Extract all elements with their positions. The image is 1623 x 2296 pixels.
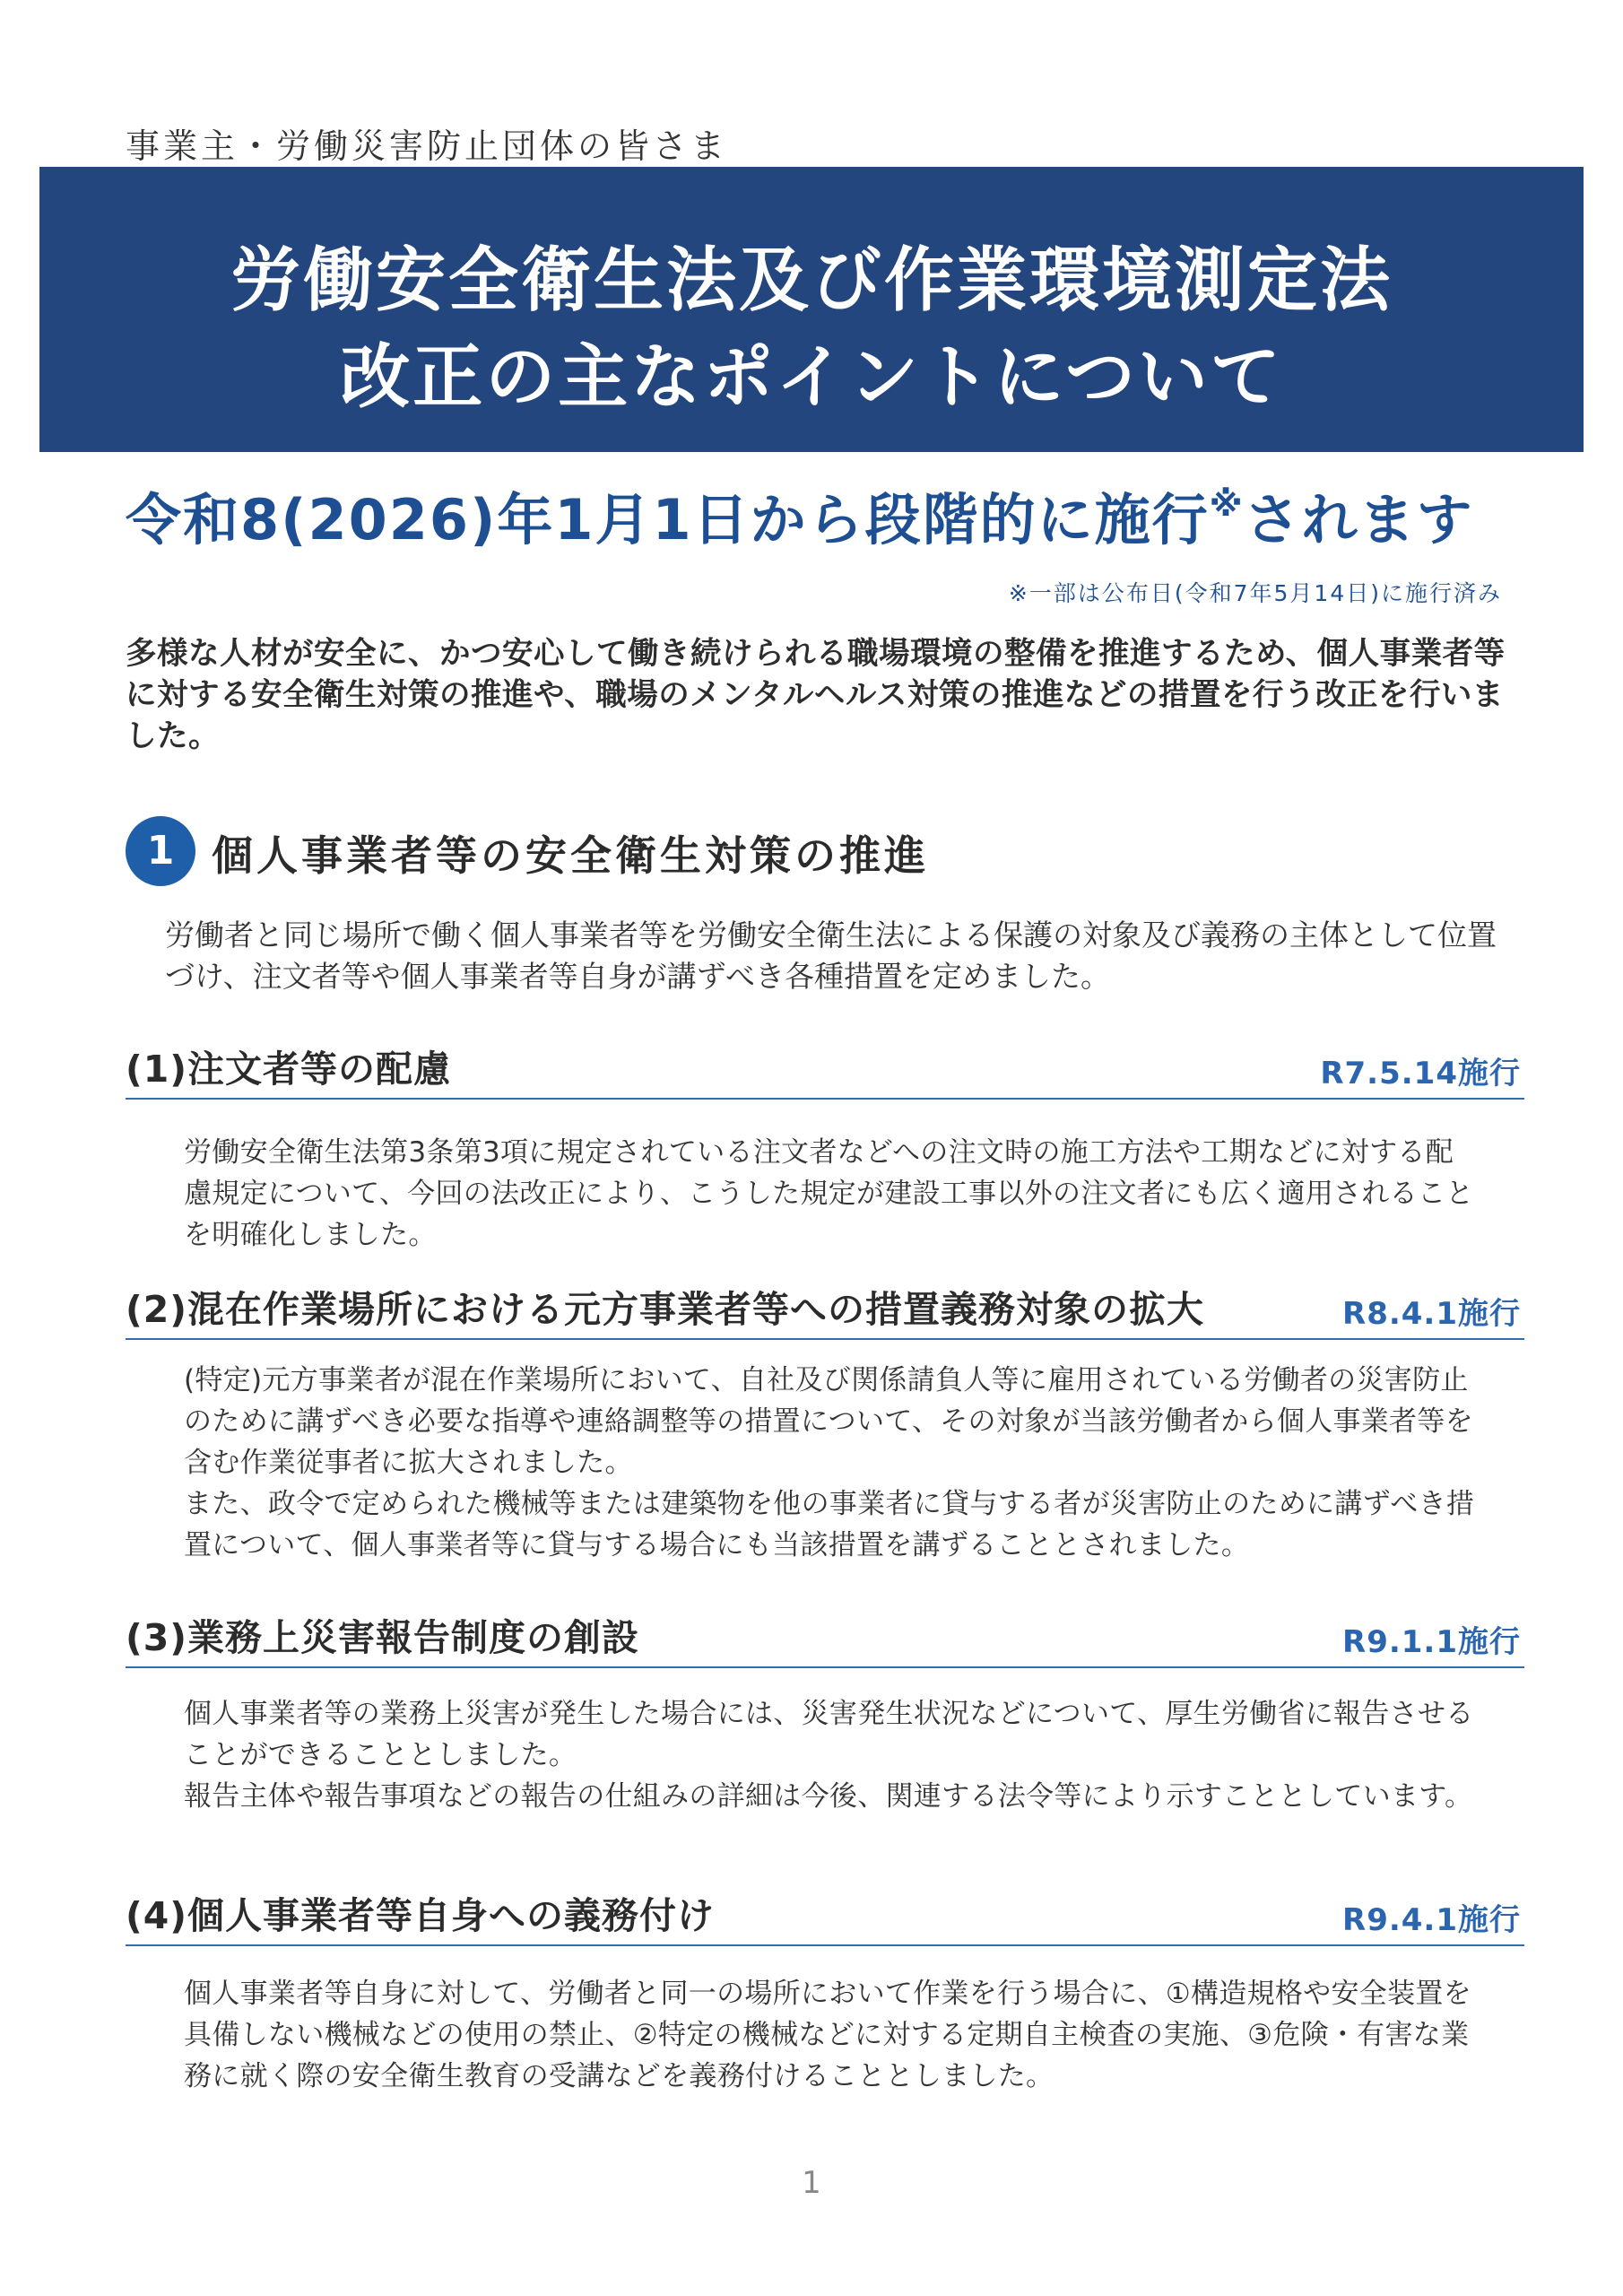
subsection-heading-1 [126, 1042, 1524, 1100]
subsection-title: (1)注文者等の配慮 [126, 1048, 452, 1091]
subsection-heading-3 [126, 1611, 1524, 1668]
subsection-paragraph: また、政令で定められた機械等または建築物を他の事業者に貸与する者が災害防止のために講ずべき措置について、個人事業者等に貸与する場合にも当該措置を講ずることとされました。 [184, 1488, 1475, 1561]
enforcement-footnote-mark: ※ [1209, 484, 1245, 524]
section-number-badge: 1 [126, 816, 195, 886]
subsection-date: R9.1.1施行 [1342, 1624, 1521, 1660]
subsection-title: (3)業務上災害報告制度の創設 [126, 1616, 640, 1659]
subsection-date: R7.5.14施行 [1320, 1056, 1521, 1091]
subsection-heading-4 [126, 1889, 1524, 1946]
page-number: 1 [802, 2165, 821, 2201]
subsection-body-2 [184, 1360, 1475, 1566]
subsection-body-3 [184, 1693, 1475, 1817]
title-line-1: 労働安全衛生法及び作業環境測定法 [230, 240, 1393, 321]
enforcement-headline-end: されます [1244, 487, 1474, 552]
enforcement-note: ※一部は公布日(令和7年5月14日)に施行済み [1008, 580, 1502, 606]
subsection-paragraph: 個人事業者等自身に対して、労働者と同一の場所において作業を行う場合に、①構造規格や安全装置を具備しない機械などの使用の禁止、②特定の機械などに対する定期自主検査の実施、③危険・有害な業務に就く際の安全衛生教育の受講などを義務付けることとしました。 [184, 1978, 1471, 2092]
subsection-paragraph: 労働安全衛生法第3条第3項に規定されている注文者などへの注文時の施工方法や工期などに対する配慮規定について、今回の法改正により、こうした規定が建設工事以外の注文者にも広く適用されることを明確化しました。 [184, 1136, 1474, 1251]
enforcement-headline [126, 475, 1474, 555]
enforcement-headline-main: 令和8(2026)年1月1日から段階的に施行 [126, 487, 1210, 552]
subsection-heading-2 [126, 1283, 1524, 1340]
subsection-paragraph: 個人事業者等の業務上災害が発生した場合には、災害発生状況などについて、厚生労働省に報告させることができることとしました。 [184, 1698, 1474, 1771]
subsection-title: (2)混在作業場所における元方事業者等への措置義務対象の拡大 [126, 1288, 1205, 1331]
section-title: 個人事業者等の安全衛生対策の推進 [212, 831, 929, 880]
section-description: 労働者と同じ場所で働く個人事業者等を労働安全衛生法による保護の対象及び義務の主体として位置づけ、注文者等や個人事業者等自身が講ずべき各種措置を定めました。 [165, 918, 1497, 994]
subsection-body-4 [184, 1973, 1475, 2097]
intro-paragraph: 多様な人材が安全に、かつ安心して働き続けられる職場環境の整備を推進するため、個人事業者等に対する安全衛生対策の推進や、職場のメンタルヘルス対策の推進などの措置を行う改正を行いました。 [126, 636, 1506, 754]
subsection-paragraph: (特定)元方事業者が混在作業場所において、自社及び関係請負人等に雇用されている労働者の災害防止のために講ずべき必要な指導や連絡調整等の措置について、その対象が当該労働者から個人事業者等を含む作業従事者に拡大されました。 [184, 1364, 1473, 1479]
subsection-date: R8.4.1施行 [1342, 1296, 1521, 1332]
title-line-2: 改正の主なポイントについて [340, 337, 1283, 418]
subsection-body-1 [184, 1132, 1475, 1256]
subsection-paragraph: 報告主体や報告事項などの報告の仕組みの詳細は今後、関連する法令等により示すこととしています。 [184, 1780, 1473, 1813]
subsection-title: (4)個人事業者等自身への義務付け [126, 1894, 716, 1937]
addressee: 事業主・労働災害防止団体の皆さま [126, 126, 729, 166]
subsection-date: R9.4.1施行 [1342, 1902, 1521, 1938]
title-banner [39, 167, 1584, 452]
